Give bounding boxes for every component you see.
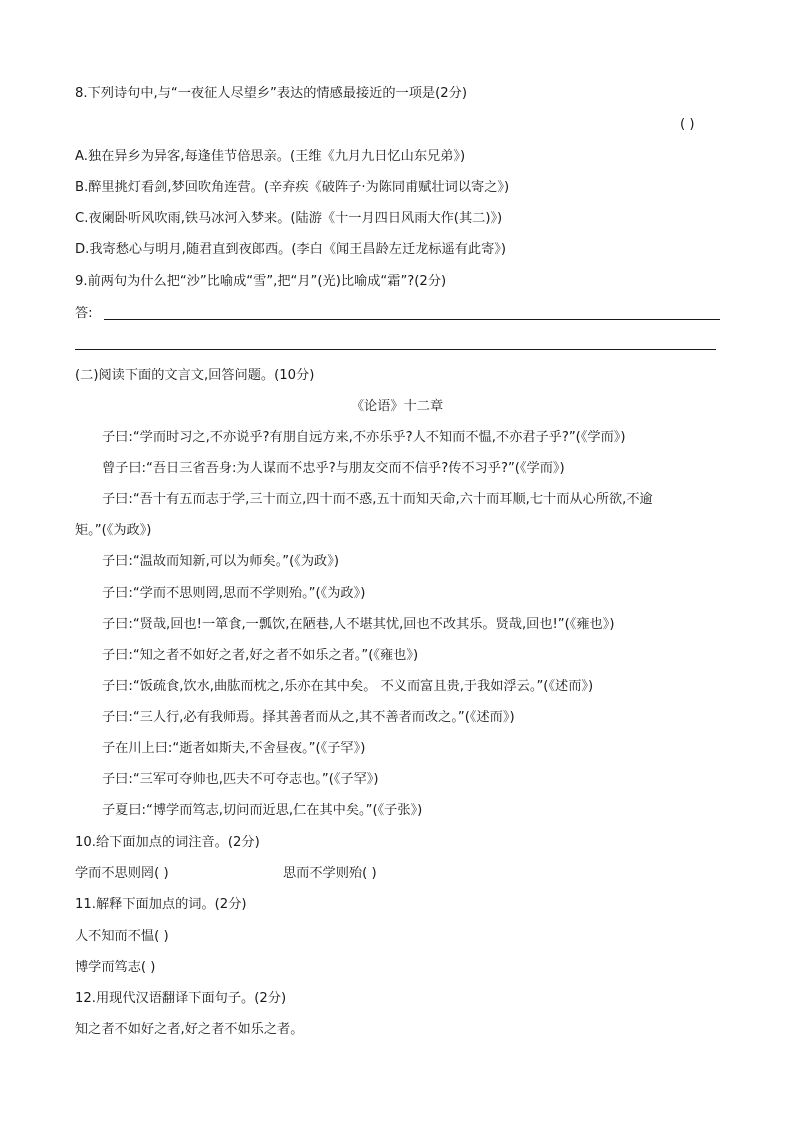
passage-line: 子曰:“吾十有五而志于学,三十而立,四十而不惑,五十而知天命,六十而耳顺,七十而从心所欲,不逾 <box>102 492 653 507</box>
q12-sentence: 知之者不如好之者,好之者不如乐之者。 <box>75 1022 304 1037</box>
q12-stem: 12.用现代汉语翻译下面句子。(2分) <box>75 991 287 1006</box>
q8-option-a: A.独在异乡为异客,每逢佳节倍思亲。(王维《九月九日忆山东兄弟》) <box>75 149 466 164</box>
passage-line: 子曰:“三军可夺帅也,匹夫不可夺志也。”(《子罕》) <box>102 772 379 787</box>
q10-item-1[interactable]: 学而不思则罔( ) <box>75 866 169 881</box>
q9-answer-label: 答: <box>75 306 93 321</box>
passage-line: 子夏曰:“博学而笃志,切问而近思,仁在其中矣。”(《子张》) <box>102 803 423 818</box>
passage-line: 矩。”(《为政》) <box>75 523 152 538</box>
passage-line: 子曰:“温故而知新,可以为师矣。”(《为政》) <box>102 554 339 569</box>
section-heading: (二)阅读下面的文言文,回答问题。(10分) <box>75 368 315 383</box>
q8-stem: 8.下列诗句中,与“一夜征人尽望乡”表达的情感最接近的一项是(2分) <box>75 86 467 101</box>
passage-line: 曾子曰:“吾日三省吾身:为人谋而不忠乎?与朋友交而不信乎?传不习乎?”(《学而》) <box>102 461 565 476</box>
q10-stem: 10.给下面加点的词注音。(2分) <box>75 835 260 850</box>
passage-line: 子曰:“贤哉,回也!一箪食,一瓢饮,在陋巷,人不堪其忧,回也不改其乐。贤哉,回也!”(《雍也》) <box>102 617 615 632</box>
q8-option-d: D.我寄愁心与明月,随君直到夜郎西。(李白《闻王昌龄左迁龙标遥有此寄》) <box>75 242 507 257</box>
passage-title: 《论语》十二章 <box>350 399 444 414</box>
q11-item-1[interactable]: 人不知而不愠( ) <box>75 929 169 944</box>
q10-item-2[interactable]: 思而不学则殆( ) <box>283 866 377 881</box>
q8-option-c: C.夜阑卧听风吹雨,铁马冰河入梦来。(陆游《十一月四日风雨大作(其二)》) <box>75 211 503 226</box>
q11-item-2[interactable]: 博学而笃志( ) <box>75 960 156 975</box>
passage-line: 子曰:“饭疏食,饮水,曲肱而枕之,乐亦在其中矣。 不义而富且贵,于我如浮云。”(《述而》) <box>102 679 594 694</box>
q8-option-b: B.醉里挑灯看剑,梦回吹角连营。(辛弃疾《破阵子·为陈同甫赋壮词以寄之》) <box>75 180 510 195</box>
passage-line: 子曰:“三人行,必有我师焉。择其善者而从之,其不善者而改之。”(《述而》) <box>102 710 515 725</box>
q9-stem: 9.前两句为什么把“沙”比喻成“雪”,把“月”(光)比喻成“霜”?(2分) <box>75 274 447 289</box>
passage-line: 子在川上曰:“逝者如斯夫,不舍昼夜。”(《子罕》) <box>102 741 366 756</box>
passage-line: 子曰:“学而不思则罔,思而不学则殆。”(《为政》) <box>102 586 366 601</box>
answer-line-1[interactable] <box>104 319 720 320</box>
passage-line: 子曰:“知之者不如好之者,好之者不如乐之者。”(《雍也》) <box>102 648 419 663</box>
answer-line-2[interactable] <box>75 349 716 350</box>
passage-line: 子曰:“学而时习之,不亦说乎?有朋自远方来,不亦乐乎?人不知而不愠,不亦君子乎?”(《学而》) <box>102 430 626 445</box>
q11-stem: 11.解释下面加点的词。(2分) <box>75 897 247 912</box>
q8-answer-paren[interactable]: ( ) <box>680 117 695 132</box>
